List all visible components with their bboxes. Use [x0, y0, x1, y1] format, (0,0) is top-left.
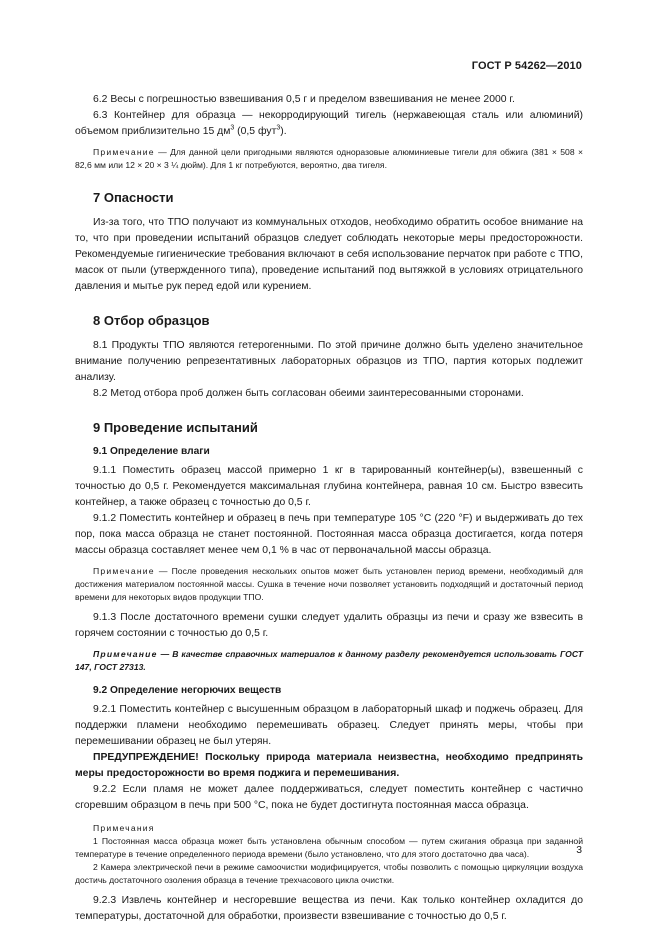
note-6 — [75, 146, 583, 172]
clause-9-1-1: 9.1.1 Поместить образец массой примерно 1 кг в тарированный контейнер(ы), взвешенный с точностью до 0,5 г. Рекомендуется максимальная глубина контейнера, равная 10 см. Быстро взвесить контейнер, а также образец с точностью до 0,5 г. — [75, 465, 583, 508]
clause-8-1: 8.1 Продукты ТПО являются гетерогенными. По этой причине должно быть уделено значительное внимание получению репрезентативных лабораторных образцов из ТПО, партия которых подлежит анализу. — [75, 340, 583, 383]
clause-6-3-sup2: 3 — [276, 124, 281, 132]
subsection-9-2-title: 9.2 Определение негорючих веществ — [93, 685, 282, 696]
section-7-title: 7 Опасности — [93, 190, 174, 205]
clause-6-3-mid: (0,5 фут — [234, 126, 277, 137]
clause-6-3-sup: 3 — [230, 124, 235, 132]
clause-6-2: 6.2 Весы с погрешностью взвешивания 0,5 г и пределом взвешивания не менее 2000 г. — [93, 94, 515, 105]
warning-text: ПРЕДУПРЕЖДЕНИЕ! Поскольку природа материала неизвестна, необходимо предпринять меры предосторожности во время поджига и перемешивания. — [75, 752, 583, 779]
page-content — [75, 92, 583, 925]
subsection-9-1-title: 9.1 Определение влаги — [93, 446, 210, 457]
clause-6-3-text: 6.3 Контейнер для образца — некорродирующий тигель (нержавеющая сталь или алюминий) объемом приблизительно 15 дм — [75, 110, 583, 137]
note-9-1-2 — [75, 565, 583, 604]
clause-6-3 — [75, 108, 583, 140]
note-9-1-2-text: — После проведения нескольких опытов может быть установлен период времени, необходимый для достижения материалом постоянной массы. Сушка в течение ночи позволяет установить подходящий и достаточный период времени для некоторых видов продукции ТПО. — [75, 566, 583, 602]
note-9-1-2-label: Примечание — [93, 566, 155, 576]
clause-9-1-2: 9.1.2 Поместить контейнер и образец в печь при температуре 105 °С (220 °F) и выдерживать до тех пор, пока масса образца не станет постоянной. Постоянная масса образца достигается, когда потеря массы образца составляет менее чем 0,1 % в час от первоначальной массы образца. — [75, 513, 583, 556]
standard-header: ГОСТ Р 54262—2010 — [471, 60, 582, 72]
page-number: 3 — [576, 845, 582, 856]
note-9-1-3-label: Примечание — [93, 649, 158, 659]
section-9-title: 9 Проведение испытаний — [93, 420, 258, 435]
section-8-title: 8 Отбор образцов — [93, 313, 210, 328]
note-9-1-3 — [75, 648, 583, 674]
clause-8-2: 8.2 Метод отбора проб должен быть согласован обеими заинтересованными сторонами. — [93, 388, 524, 399]
clause-9-2-2: 9.2.2 Если пламя не может далее поддерживаться, следует поместить контейнер с частично сгоревшим образцом в печь при 500 °С, пока не будет достигнута постоянная масса образца. — [75, 784, 583, 811]
clause-9-2-1: 9.2.1 Поместить контейнер с высушенным образцом в лабораторный шкаф и поджечь образец. Для поддержки пламени необходимо перемешивать образец. Следует принять меры, чтобы при перемешивании образец не был утерян. — [75, 704, 583, 747]
note-6-text: — Для данной цели пригодными являются одноразовые алюминиевые тигели для обжига (381 × 508 × 82,6 мм или 12 × 20 × 3 ¼ дюйм). Для 1 кг потребуются, вероятно, два тигеля. — [75, 147, 583, 170]
clause-9-1-3: 9.1.3 После достаточного времени сушки следует удалить образцы из печи и сразу же взвесить в горячем состоянии с точностью до 0,5 г. — [75, 612, 583, 639]
note-6-label: Примечание — [93, 147, 155, 157]
clause-6-3-end: ). — [280, 126, 287, 137]
note-item-1: 1 Постоянная масса образца может быть установлена обычным способом — путем сжигания образца при заданной температуре в течение определенного периода времени (было установлено, что для этого достаточно два часа). — [75, 836, 583, 859]
note-9-1-3-text: — В качестве справочных материалов к данному разделу рекомендуется использовать ГОСТ 147, ГОСТ 27313. — [75, 649, 583, 672]
note-item-2: 2 Камера электрической печи в режиме самоочистки модифицируется, чтобы позволить с помощью циркуляции воздуха достичь достаточного озоления образца в течение трехчасового цикла очистки. — [75, 862, 583, 885]
clause-9-2-3: 9.2.3 Извлечь контейнер и несгоревшие вещества из печи. Как только контейнер охладится до температуры, достаточной для обработки, произвести взвешивание с точностью до 0,5 г. — [75, 895, 583, 922]
notes-title: Примечания — [93, 823, 155, 833]
section-7-paragraph: Из-за того, что ТПО получают из коммунальных отходов, необходимо обратить особое внимание на то, что при проведении испытаний образцов следует соблюдать некоторые меры предосторожности. Рекомендуемые гигиенические требования включают в себя использование перчаток при работе с ТПО, масок от пыли (утвержденного типа), проведение испытаний под вытяжкой в условиях отрицательного давления и мытье рук перед едой или курением. — [75, 217, 583, 292]
